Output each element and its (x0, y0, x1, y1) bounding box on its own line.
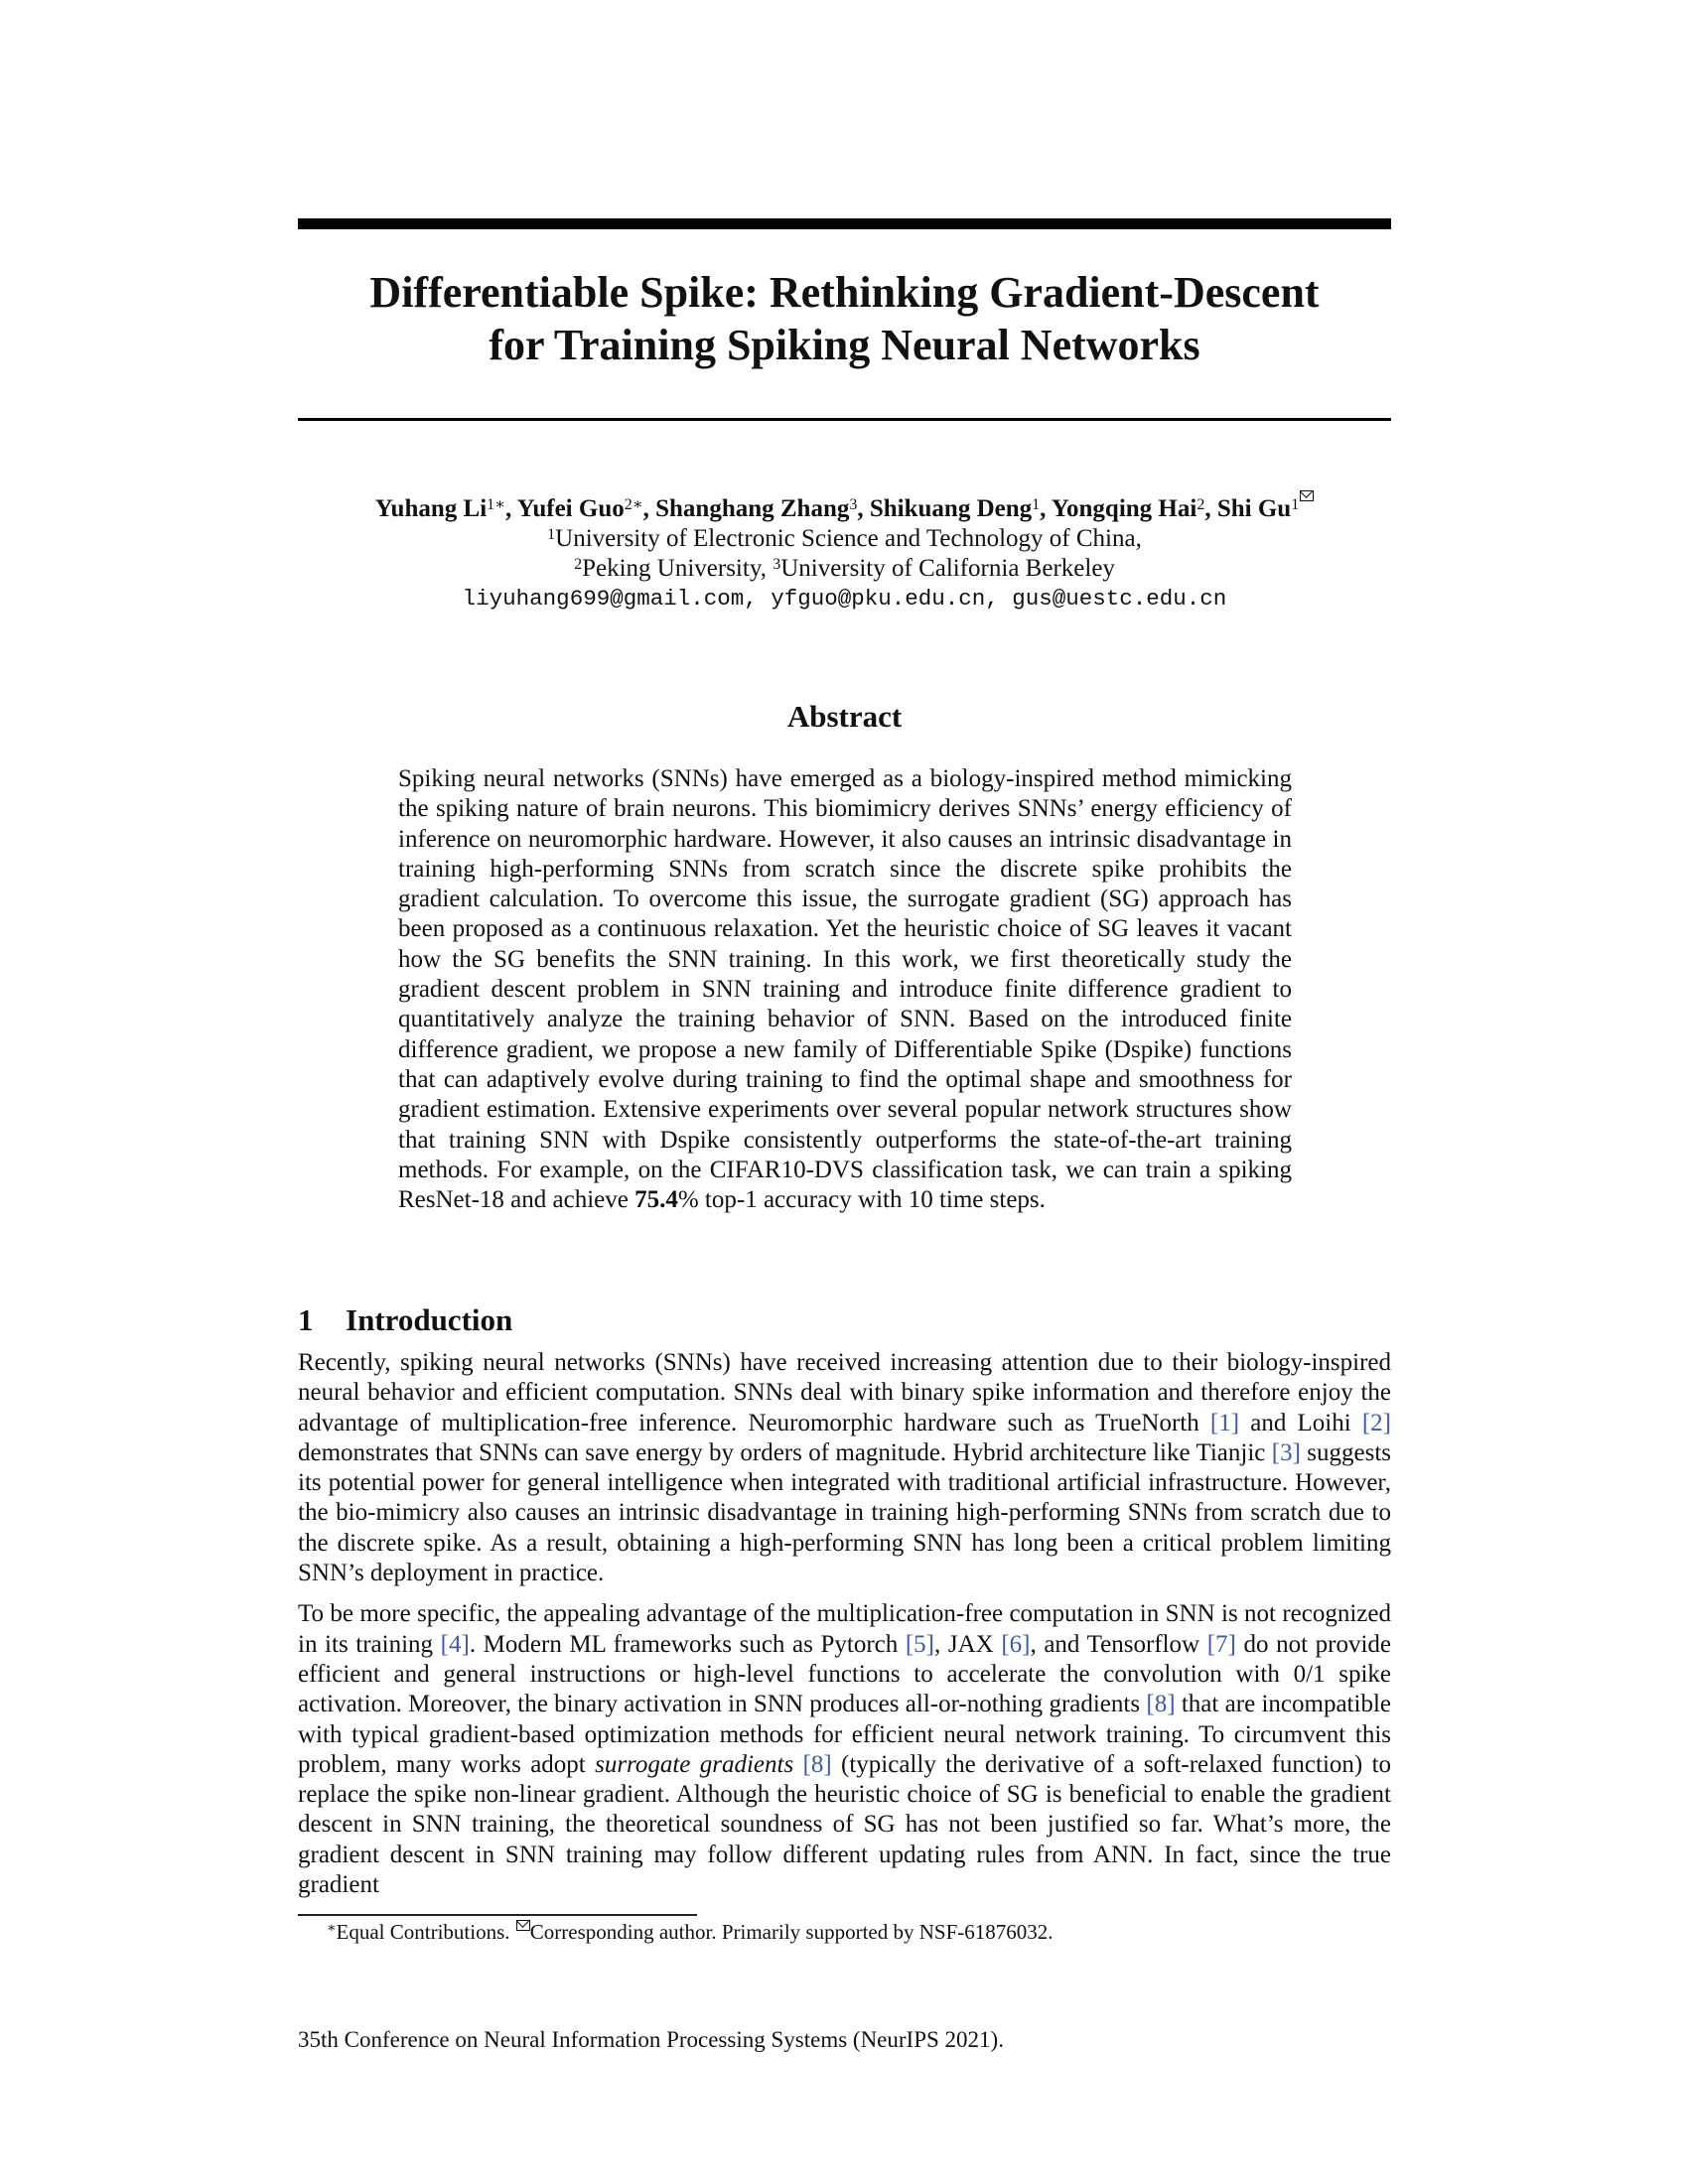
envelope-icon (1300, 490, 1314, 501)
paragraph-text: Recently, spiking neural networks (SNNs) have received increasing attention due to their biology-inspired neural behavior and efficient computation. SNNs deal with binary spike information and therefore enjoy the advantage of multiplication-free inference. Neuromorphic hardware such as TrueNorth (298, 1349, 1391, 1436)
author-affil-mark: 2 (1196, 496, 1205, 513)
author-name: Shanghang Zhang (655, 495, 850, 522)
paragraph-text: and Loihi (1239, 1409, 1362, 1436)
paragraph-text: suggests its potential power for general intelligence when integrated with traditional artificial infrastructure. However, the bio-mimicry also causes an intrinsic disadvantage in training high-performing SNNs from scratch due to the discrete spike. As a result, obtaining a high-performing SNN has long been a critical problem limiting SNN’s deployment in practice. (298, 1438, 1391, 1587)
paragraph-text: do not provide efficient and general instructions or high-level functions to accelerate the convolution with 0/1 spike activation. Moreover, the binary activation in SNN produces all-or-nothing gradients (298, 1630, 1391, 1718)
affiliation-text: Peking University, (582, 555, 774, 582)
abstract-text-end: % top-1 accuracy with 10 time steps. (677, 1186, 1046, 1214)
author-name: Shi Gu (1216, 495, 1292, 522)
citation-link[interactable]: [3] (1271, 1438, 1301, 1466)
affiliation-line-2 (298, 554, 1391, 584)
venue-line: 35th Conference on Neural Information Processing Systems (NeurIPS 2021). (298, 2027, 1004, 2052)
author-emails: liyuhang699@gmail.com, yfguo@pku.edu.cn, gus@uestc.edu.cn (462, 586, 1227, 612)
paragraph-text: . Modern ML frameworks such as Pytorch (469, 1630, 906, 1658)
author-affil-mark (1291, 496, 1314, 513)
author-names: Yuhang $Li^{1∗}$, Yufei Guo$^{2∗}$, Shanghang Zhang$^3$, Shikuang Deng$^1$, Yongqing Hai$^2$, Shi Gu$^1$ (375, 495, 1314, 522)
affiliation-text: University of California Berkeley (780, 555, 1115, 582)
paragraph-text: demonstrates that SNNs can save energy by orders of magnitude. Hybrid architecture like Tianjic (298, 1438, 1272, 1466)
title-bottom-rule (298, 418, 1391, 421)
citation-link[interactable]: [1] (1209, 1409, 1240, 1436)
introduction-body (298, 1348, 1391, 1911)
citation-link[interactable]: [6] (1001, 1630, 1031, 1658)
intro-paragraph-1 (298, 1348, 1391, 1588)
paragraph-text (793, 1751, 802, 1778)
emphasized-term: surrogate gradients (595, 1750, 794, 1778)
intro-paragraph-2 (298, 1599, 1391, 1900)
footnote-mark: ∗ (327, 1921, 337, 1936)
affiliation-text: University of Electronic Science and Technology of China, (555, 525, 1142, 552)
abstract-text: Spiking neural networks (SNNs) have emerged as a biology-inspired method mimicking the spiking nature of brain neurons. This biomimicry derives SNNs’ energy efficiency of inference on neuromorphic hardware. However, it also causes an intrinsic disadvantage in training high-performing SNNs from scratch since the discrete spike prohibits the gradient calculation. To overcome this issue, the surrogate gradient (SG) approach has been proposed as a continuous relaxation. Yet the heuristic choice of SG leaves it vacant how the SG benefits the SNN training. In this work, we first theoretically study the gradient descent problem in SNN training and introduce finite difference gradient to quantitatively analyze the training behavior of SNN. Based on the introduced finite difference gradient, we propose a new family of Differentiable Spike (Dspike) functions that can adaptively evolve during training to find the optimal shape and smoothness for gradient estimation. Extensive experiments over several popular network structures show that training SNN with Dspike consistently outperforms the state-of-the-art training methods. For example, on the CIFAR10-DVS classification task, we can train a spiking ResNet-18 and achieve (398, 765, 1292, 1214)
author-affil-mark: 2∗ (624, 496, 643, 513)
author-affil-number: 1 (1291, 496, 1300, 513)
affil-mark: 2 (574, 556, 583, 573)
citation-link[interactable]: [2] (1361, 1409, 1391, 1436)
author-affil-mark: 1 (1032, 496, 1041, 513)
paper-title (298, 266, 1391, 371)
footnote (327, 1919, 1054, 1945)
author-block (298, 494, 1391, 614)
citation-link[interactable]: [8] (1146, 1691, 1176, 1718)
author-name: Yongqing Hai (1051, 495, 1197, 522)
author-affil-mark: 1∗ (487, 496, 506, 513)
footnote-rule (298, 1914, 697, 1916)
envelope-icon (516, 1920, 530, 1931)
citation-link[interactable]: [7] (1206, 1630, 1236, 1658)
title-top-rule (298, 218, 1391, 229)
abstract-accuracy-value: 75.4 (634, 1186, 678, 1214)
citation-link[interactable]: [8] (802, 1750, 832, 1778)
paragraph-text: , JAX (934, 1630, 1002, 1658)
paragraph-text: that are incompatible with typical gradient-based optimization methods for efficient neural network training. To circumvent this problem, many works adopt (298, 1691, 1391, 1778)
affil-mark: 1 (547, 526, 556, 543)
affil-mark: 3 (773, 556, 781, 573)
citation-link[interactable]: [5] (905, 1630, 935, 1658)
paragraph-text: (typically the derivative of a soft-relaxed function) to replace the spike non-linear gradient. Although the heuristic choice of SG is beneficial to enable the gradient descent in SNN training, the theoretical soundness of SG has not been justified so far. What’s more, the gradient descent in SNN training may follow different updating rules from ANN. In fact, since the true gradient (298, 1750, 1392, 1899)
title-line-1: Differentiable Spike: Rethinking Gradient-Descent (369, 268, 1320, 317)
paragraph-text: To be more specific, the appealing advantage of the multiplication-free computation in SNN is not recognized in its training (298, 1600, 1391, 1658)
paragraph-text: , and Tensorflow (1030, 1630, 1207, 1658)
author-name: Shikuang Deng (869, 495, 1033, 522)
section-title: Introduction (346, 1302, 513, 1337)
footnote-text: Equal Contributions. (336, 1920, 515, 1944)
abstract-body (398, 764, 1292, 1215)
section-heading-introduction (298, 1302, 512, 1338)
footnote-text: Corresponding author. Primarily supported by NSF-61876032. (529, 1920, 1054, 1944)
section-number: 1 (298, 1302, 314, 1337)
author-affil-mark: 3 (849, 496, 858, 513)
author-name: Yuhang Li (374, 495, 488, 522)
title-line-2: for Training Spiking Neural Networks (489, 321, 1200, 369)
citation-link[interactable]: [4] (440, 1630, 470, 1658)
abstract-heading: Abstract (786, 699, 903, 734)
affiliation-line-1 (298, 524, 1391, 554)
author-name: Yufei Guo (516, 495, 625, 522)
